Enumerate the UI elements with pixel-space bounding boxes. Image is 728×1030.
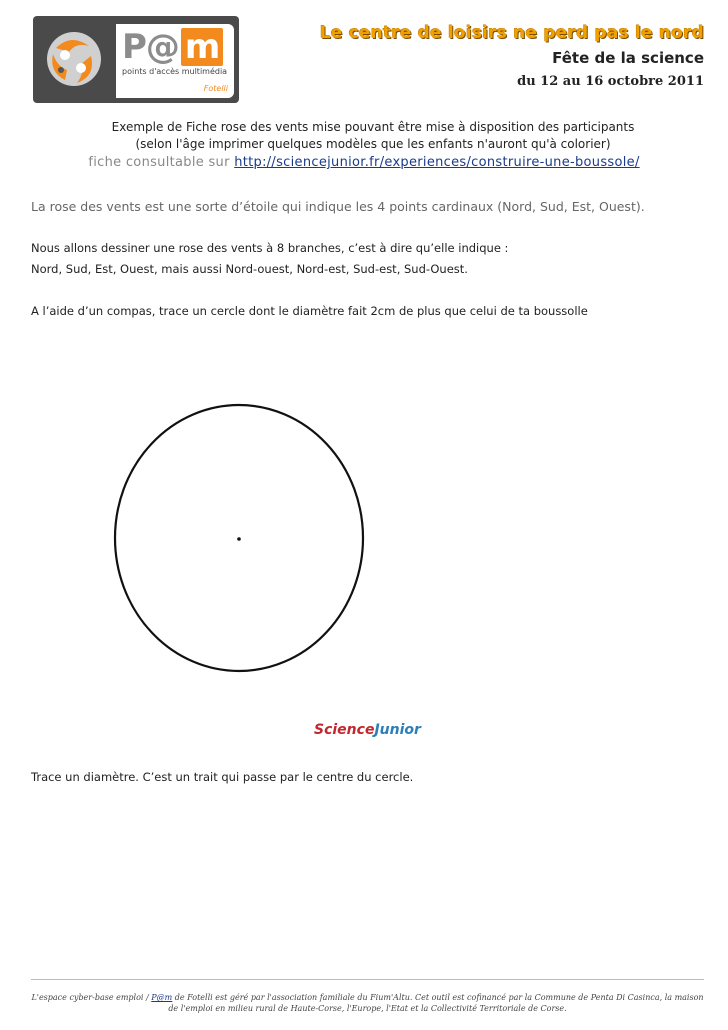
- sciencejunior-link[interactable]: http://sciencejunior.fr/experiences/construire-une-boussole/: [234, 155, 640, 170]
- paragraph-directions: Nord, Sud, Est, Ouest, mais aussi Nord-ouest, Nord-est, Sud-est, Sud-Ouest.: [31, 262, 468, 276]
- circle-center-dot: [237, 537, 241, 541]
- paragraph-compass-instruction: A l’aide d’un compas, trace un cercle dont le diamètre fait 2cm de plus que celui de ta boussolle: [31, 304, 588, 318]
- paragraph-rose-definition: La rose des vents est une sorte d’étoile qui indique les 4 points cardinaux (Nord, Sud, Est, Ouest).: [31, 199, 645, 214]
- footer-text-before-link: L'espace cyber-base emploi /: [31, 993, 152, 1002]
- pam-place: Fotelli: [203, 84, 228, 93]
- intro-line-1: Exemple de Fiche rose des vents mise pouvant être mise à disposition des participants: [111, 120, 635, 134]
- paragraph-diameter-instruction: Trace un diamètre. C’est un trait qui passe par le centre du cercle.: [31, 770, 414, 784]
- sciencejunior-logo: [314, 722, 421, 738]
- pam-brand-m: m: [181, 28, 223, 66]
- paragraph-eight-branches: Nous allons dessiner une rose des vents à 8 branches, c’est à dire qu’elle indique :: [31, 241, 509, 255]
- intro-line-2: (selon l'âge imprimer quelques modèles que les enfants n'auront qu'à colorier): [135, 137, 611, 151]
- page-title: Le centre de loisirs ne perd pas le nord: [319, 23, 704, 43]
- pam-swirl-icon: [41, 28, 111, 90]
- footer-pam-link[interactable]: P@m: [151, 993, 173, 1002]
- pam-logo: [33, 16, 239, 103]
- pam-brand-text: P@ m: [122, 28, 223, 66]
- event-dates: du 12 au 16 octobre 2011: [517, 74, 704, 89]
- event-name: Fête de la science: [552, 49, 704, 67]
- footer-divider: [31, 979, 704, 980]
- intro-line-3-prefix: fiche consultable sur: [88, 155, 235, 170]
- sciencejunior-logo-part2: Junior: [374, 722, 421, 738]
- pam-brand-box: [116, 24, 234, 98]
- intro-line-3: [0, 155, 728, 170]
- footer: [31, 992, 704, 1014]
- footer-text-after-link: de Fotelli est géré par l'association familiale du Fium'Altu. Cet outil est cofinancé par la Commune de Penta Di Casinca, la maison: [172, 993, 704, 1002]
- footer-text-line2: de l'emploi en milieu rural de Haute-Corse, l'Europe, l'Etat et la Collectivité Territoriale de Corse.: [168, 1004, 567, 1013]
- sciencejunior-logo-part1: Science: [314, 722, 375, 738]
- pam-subtitle: points d'accès multimédia: [122, 67, 228, 76]
- circle-drawing: [100, 380, 380, 690]
